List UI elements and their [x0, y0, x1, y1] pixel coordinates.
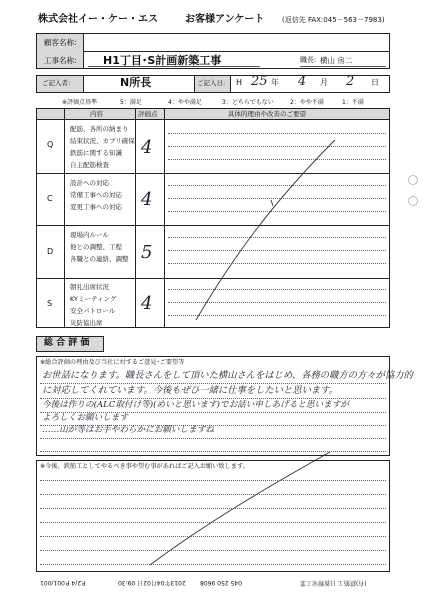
- overall-prompt: ※総合評価の理由及び当社に対するご意見･ご要望等: [40, 359, 185, 366]
- row-code-q: Q: [47, 140, 54, 149]
- row-item: 朝礼出席状況: [70, 283, 109, 291]
- ruling-line: [40, 536, 386, 537]
- handwriting-line: お世話になります。職長さんをして頂いた横山さんをはじめ、各務の職方の方々が協力的: [42, 370, 413, 381]
- scale-1: 1：不満: [342, 99, 364, 106]
- col-header-content: 内容: [90, 110, 103, 118]
- punch-hole: [408, 175, 418, 185]
- date-year: 25: [251, 74, 268, 89]
- date-era: H: [236, 78, 243, 87]
- col-header-reason: 具体的理由や改善のご要望: [228, 110, 306, 118]
- row-item: 他との調整、工程: [70, 243, 122, 251]
- row-item: 各職との連絡、調整: [70, 255, 129, 263]
- handwriting-line: 今後は作りの(ALC取付け等)(めいと思います)でお話い申しあげると思いますが: [42, 400, 349, 410]
- scale-label: ※評価点基準: [62, 99, 98, 106]
- col-header-score: 評価点: [138, 110, 158, 118]
- score-q: 4: [141, 137, 153, 158]
- fax-footer-sender: (有)鉄筋工 日新輝栄工業: [300, 579, 367, 586]
- ruling-line: [40, 550, 386, 551]
- request-box: [36, 460, 390, 572]
- ruling-line: [40, 522, 386, 523]
- foreman-label: 職長:: [300, 56, 317, 64]
- handwriting-line: に対応してくれています。今後もぜひ一緒に仕事をしたいと思います。: [42, 385, 339, 396]
- ruling-line: [40, 451, 386, 452]
- writer-label: ご記入者:: [42, 79, 71, 87]
- row-item: KYミーティング: [70, 295, 117, 303]
- project-name: H1丁目･S計画新築工事: [103, 54, 222, 67]
- fax-footer-number: 045 250 9608: [200, 579, 242, 586]
- row-item: 常備工事への対応: [70, 191, 122, 199]
- ruling-line: [40, 494, 386, 495]
- handwriting-line: ……山が等はお手やわらかにお願いしますね: [42, 425, 214, 435]
- day-unit: 日: [371, 78, 379, 87]
- year-unit: 年: [271, 78, 279, 87]
- row-item: 変更工事への対応: [70, 203, 122, 211]
- overall-title: 総 合 評 価: [44, 338, 90, 348]
- ruling-line: [40, 438, 386, 439]
- foreman-name: 横山 房二: [320, 56, 353, 65]
- ruling-line: [40, 564, 386, 565]
- punch-hole: [408, 196, 418, 206]
- row-code-d: D: [47, 247, 54, 256]
- fax-footer-left: P.2/4 P.001/001: [40, 579, 86, 586]
- score-c: 4: [141, 189, 153, 210]
- month-unit: 月: [320, 78, 328, 87]
- date-label: ご記入日:: [197, 79, 226, 87]
- score-s: 4: [141, 293, 153, 314]
- row-item: 自主配筋検査: [70, 161, 109, 169]
- row-item: 現場内ルール: [70, 231, 109, 239]
- scale-3: 3：どちらでもない: [222, 99, 274, 106]
- date-day: 2: [346, 74, 355, 89]
- ruling-line: [40, 480, 386, 481]
- row-item: 災防協出席: [70, 319, 103, 327]
- scale-2: 2：やや不満: [290, 99, 324, 106]
- project-label: 工事名称:: [44, 56, 77, 65]
- writer-name: N所長: [120, 76, 152, 89]
- return-fax: (返信先 FAX:045－563－7983): [282, 16, 385, 24]
- fax-footer-mid: 2013年04月02日 09:30: [118, 579, 186, 586]
- row-item: 安全パトロール: [70, 307, 116, 315]
- scale-4: 4：やや満足: [168, 99, 202, 106]
- row-item: 結束状況、カブリ確保: [70, 137, 135, 145]
- scale-5: 5：満足: [120, 99, 142, 106]
- row-item: 鉄筋に関する知識: [70, 149, 122, 157]
- request-prompt: ※今後、鉄筋工としてやるべき事や望む事があればご記入お願い致します。: [40, 463, 249, 470]
- row-item: 配筋、各所の納まり: [70, 125, 129, 133]
- date-month: 4: [298, 74, 307, 89]
- row-item: 設計への対応: [70, 179, 109, 187]
- row-code-s: S: [47, 299, 53, 308]
- ruling-line: [40, 508, 386, 509]
- handwriting-line: よろしくお願いします: [42, 413, 128, 423]
- ruling-line: [40, 398, 386, 399]
- ruling-line: [40, 383, 386, 384]
- row-code-c: C: [47, 194, 53, 203]
- score-d: 5: [141, 242, 153, 263]
- company-name: 株式会社イー・ケー・エス: [38, 14, 158, 25]
- document-title: お客様アンケート: [185, 14, 265, 25]
- customer-label: 顧客名称:: [44, 38, 77, 47]
